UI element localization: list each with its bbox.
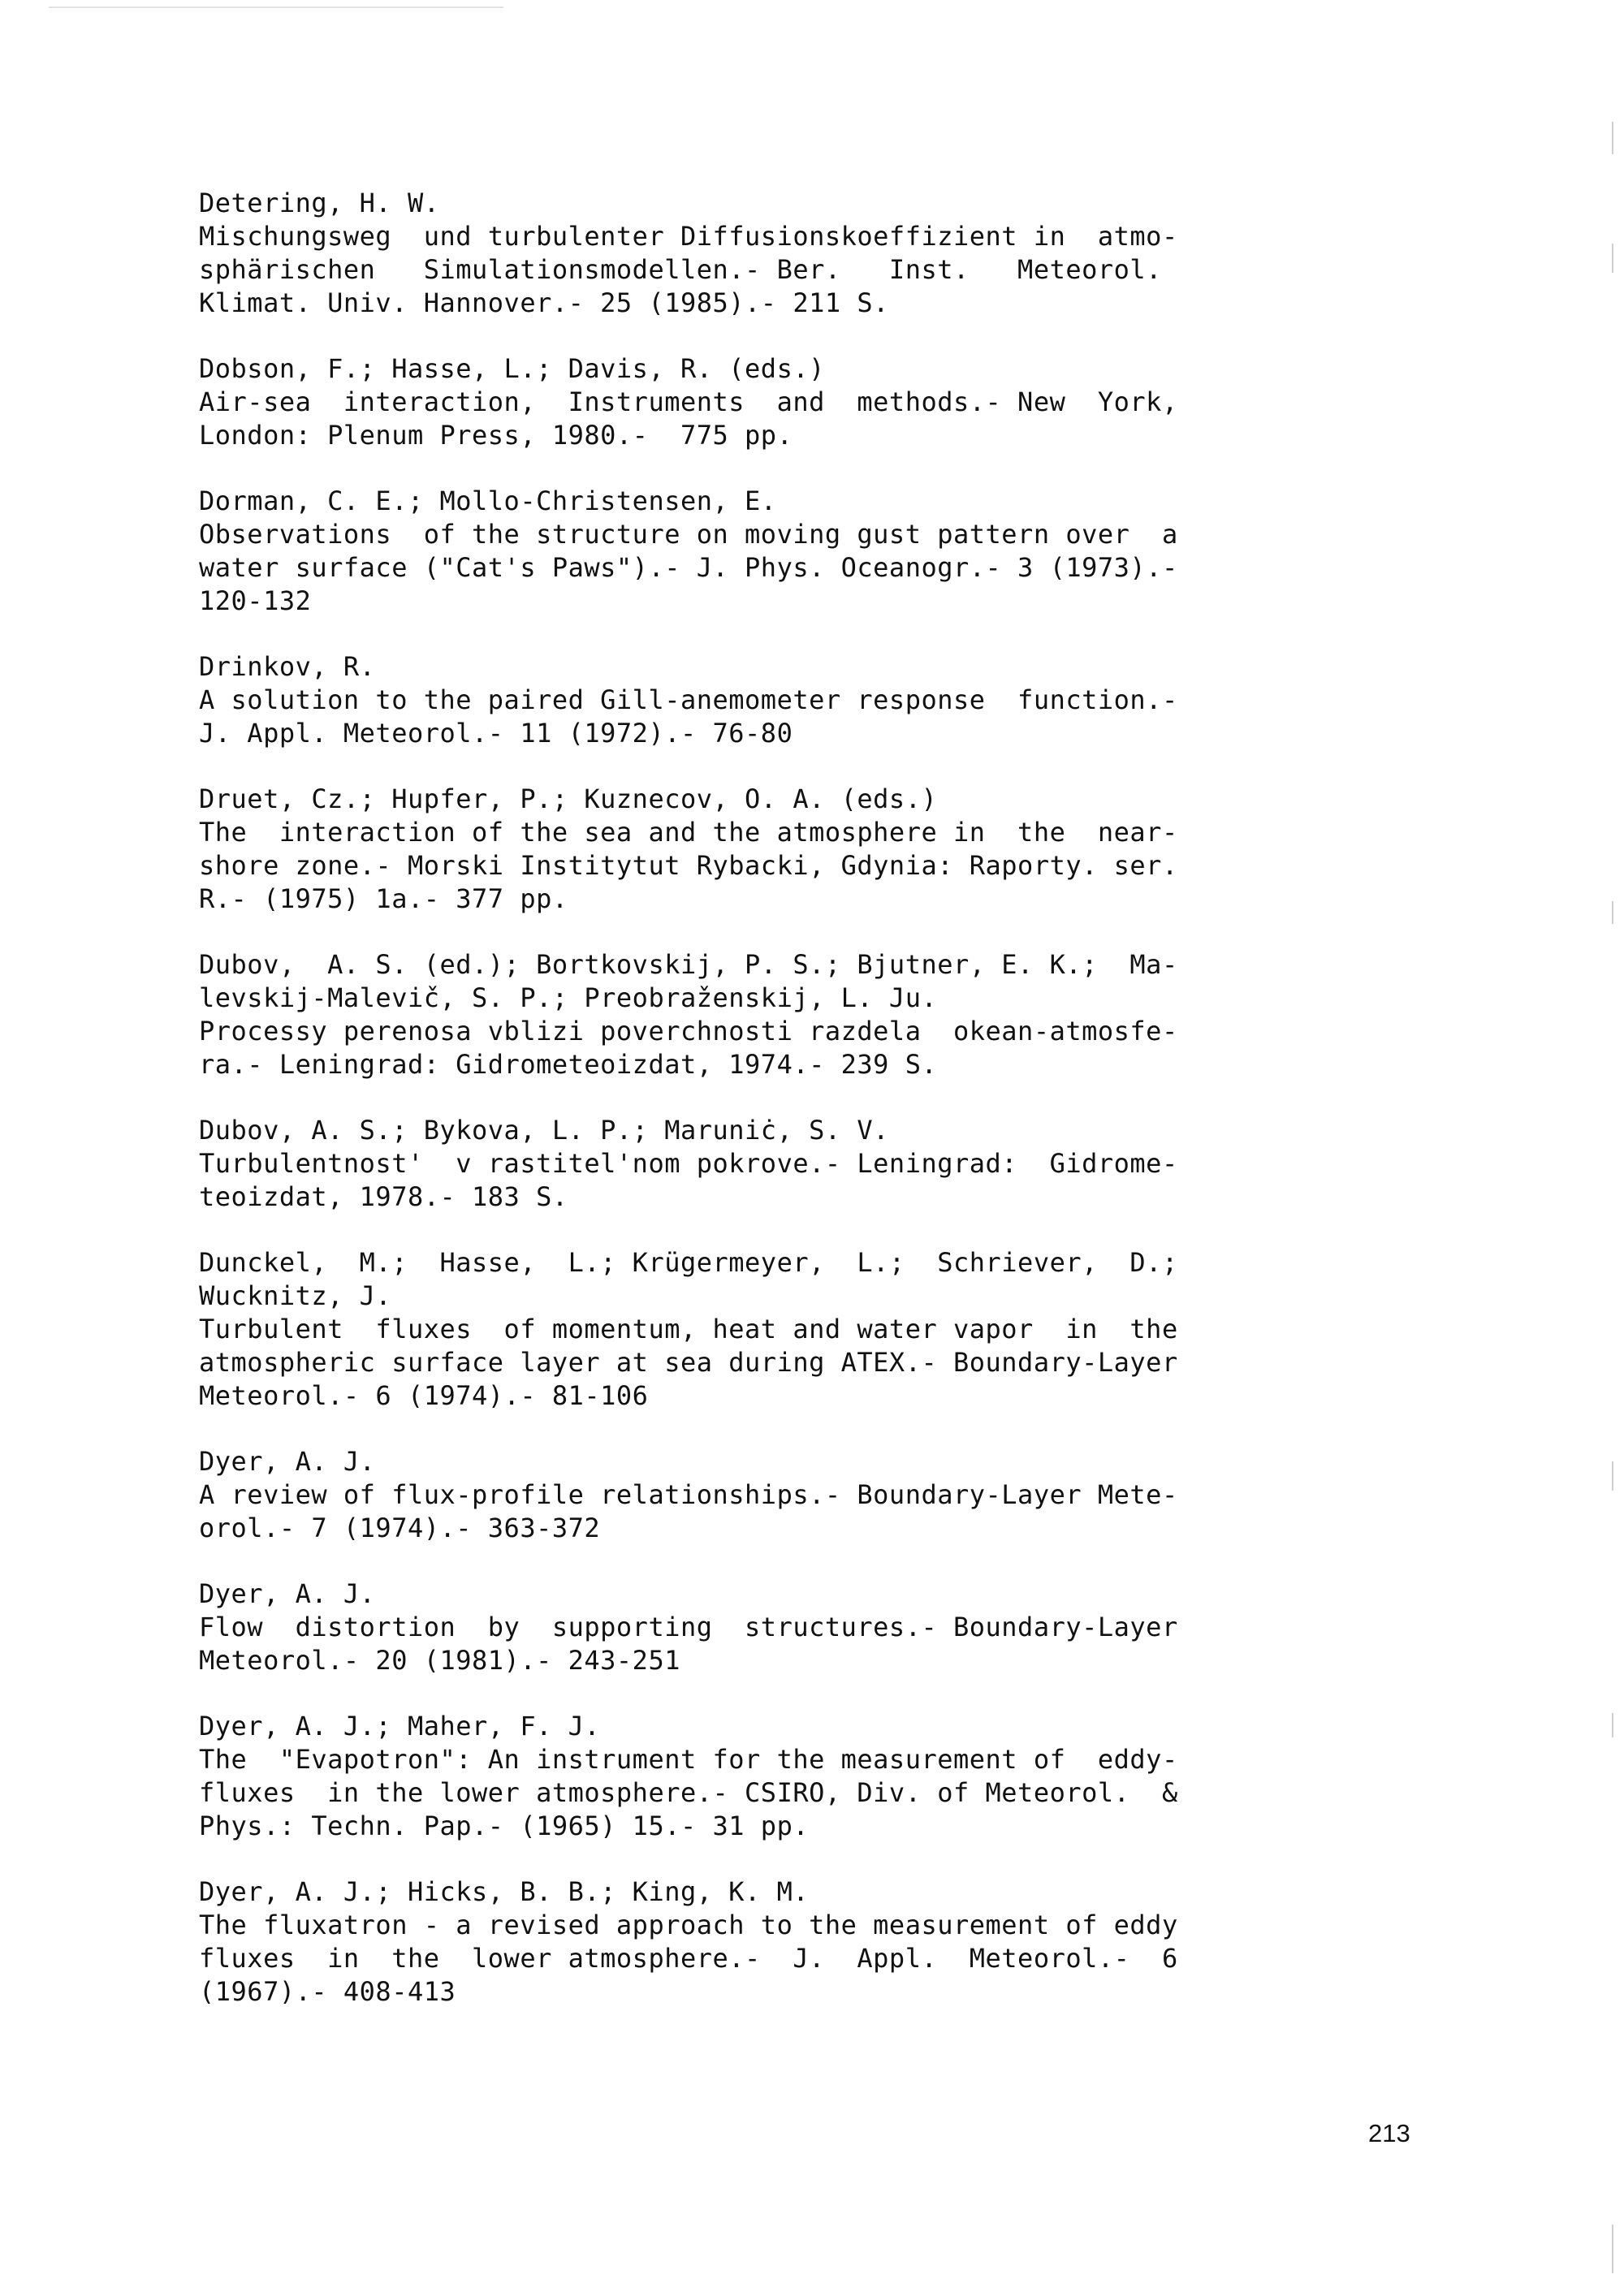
reference-text-line: Processy perenosa vblizi poverchnosti razdela okean-atmosfe- — [199, 1016, 1178, 1047]
reference-list — [199, 187, 1409, 2041]
scan-edge-mark — [1612, 1713, 1613, 1737]
reference-entry — [199, 1577, 1409, 1677]
reference-text-line: The interaction of the sea and the atmosphere in the near- — [199, 817, 1178, 848]
reference-entry — [199, 352, 1409, 452]
reference-authors: Dyer, A. J. — [199, 1446, 376, 1477]
reference-text-line: shore zone.- Morski Institytut Rybacki, Gdynia: Raporty. ser. — [199, 850, 1178, 881]
reference-text-line: Mischungsweg und turbulenter Diffusionskoeffizient in atmo- — [199, 221, 1178, 252]
reference-text-line: Meteorol.- 20 (1981).- 243-251 — [199, 1645, 680, 1676]
reference-authors: Druet, Cz.; Hupfer, P.; Kuznecov, O. A. (eds.) — [199, 783, 938, 814]
reference-text-line: London: Plenum Press, 1980.- 775 pp. — [199, 420, 793, 451]
reference-text-line: water surface ("Cat's Paws").- J. Phys. Oceanogr.- 3 (1973).- — [199, 552, 1178, 583]
reference-authors: Dyer, A. J.; Maher, F. J. — [199, 1711, 601, 1741]
reference-text-line: Phys.: Techn. Pap.- (1965) 15.- 31 pp. — [199, 1810, 810, 1841]
reference-authors: Dunckel, M.; Hasse, L.; Krügermeyer, L.; Schriever, D.; — [199, 1247, 1178, 1278]
reference-text-line: J. Appl. Meteorol.- 11 (1972).- 76-80 — [199, 718, 793, 749]
reference-text-line: Wucknitz, J. — [199, 1280, 392, 1311]
reference-authors: Dubov, A. S.; Bykova, L. P.; Maruniċ, S. V. — [199, 1115, 889, 1146]
scan-edge-mark — [1612, 122, 1613, 154]
reference-text-line: Turbulentnost' v rastitel'nom pokrove.- Leningrad: Gidrome- — [199, 1148, 1178, 1179]
reference-entry — [199, 1114, 1409, 1214]
reference-text-line: Air-sea interaction, Instruments and methods.- New York, — [199, 386, 1178, 417]
reference-authors: Dubov, A. S. (ed.); Bortkovskij, P. S.; Bjutner, E. K.; Ma- — [199, 949, 1178, 980]
reference-text-line: fluxes in the lower atmosphere.- CSIRO, Div. of Meteorol. & — [199, 1777, 1178, 1808]
reference-text-line: Meteorol.- 6 (1974).- 81-106 — [199, 1380, 649, 1411]
reference-entry — [199, 485, 1409, 618]
reference-authors: Detering, H. W. — [199, 188, 440, 218]
reference-text-line: atmospheric surface layer at sea during ATEX.- Boundary-Layer — [199, 1347, 1178, 1378]
scan-edge-mark — [1612, 901, 1613, 924]
scan-edge-mark — [1612, 1461, 1613, 1491]
reference-text-line: levskij-Malevič, S. P.; Preobraženskij, L. Ju. — [199, 982, 938, 1013]
reference-text-line: Klimat. Univ. Hannover.- 25 (1985).- 211 S. — [199, 287, 889, 318]
reference-text-line: fluxes in the lower atmosphere.- J. Appl. Meteorol.- 6 — [199, 1943, 1178, 1974]
reference-authors: Dobson, F.; Hasse, L.; Davis, R. (eds.) — [199, 353, 825, 384]
reference-entry — [199, 783, 1409, 916]
reference-authors: Drinkov, R. — [199, 651, 376, 682]
reference-entry — [199, 1246, 1409, 1413]
page-number: 213 — [1368, 2119, 1410, 2147]
scan-edge-mark — [1612, 244, 1613, 273]
reference-text-line: 120-132 — [199, 585, 312, 616]
reference-text-line: (1967).- 408-413 — [199, 1976, 456, 2007]
reference-entry — [199, 1710, 1409, 1843]
reference-text-line: ra.- Leningrad: Gidrometeoizdat, 1974.- 239 S. — [199, 1049, 938, 1080]
reference-text-line: R.- (1975) 1a.- 377 pp. — [199, 883, 568, 914]
scan-edge-mark — [1612, 2225, 1613, 2273]
reference-text-line: orol.- 7 (1974).- 363-372 — [199, 1513, 601, 1543]
reference-text-line: The "Evapotron": An instrument for the measurement of eddy- — [199, 1744, 1178, 1775]
reference-entry — [199, 948, 1409, 1081]
reference-text-line: A solution to the paired Gill-anemometer response function.- — [199, 684, 1178, 715]
reference-text-line: Observations of the structure on moving gust pattern over a — [199, 519, 1178, 550]
reference-text-line: The fluxatron - a revised approach to the measurement of eddy — [199, 1910, 1178, 1940]
scan-artifact-line — [49, 6, 503, 8]
reference-text-line: Flow distortion by supporting structures.- Boundary-Layer — [199, 1612, 1178, 1642]
reference-authors: Dyer, A. J. — [199, 1578, 376, 1609]
reference-entry — [199, 187, 1409, 320]
reference-entry — [199, 650, 1409, 750]
reference-authors: Dorman, C. E.; Mollo-Christensen, E. — [199, 486, 777, 516]
reference-text-line: Turbulent fluxes of momentum, heat and water vapor in the — [199, 1314, 1178, 1344]
reference-text-line: A review of flux-profile relationships.- Boundary-Layer Mete- — [199, 1479, 1178, 1510]
reference-text-line: sphärischen Simulationsmodellen.- Ber. Inst. Meteorol. — [199, 254, 1162, 285]
reference-entry — [199, 1445, 1409, 1545]
reference-entry — [199, 1875, 1409, 2009]
reference-text-line: teoizdat, 1978.- 183 S. — [199, 1181, 568, 1212]
reference-authors: Dyer, A. J.; Hicks, B. B.; King, K. M. — [199, 1876, 810, 1907]
